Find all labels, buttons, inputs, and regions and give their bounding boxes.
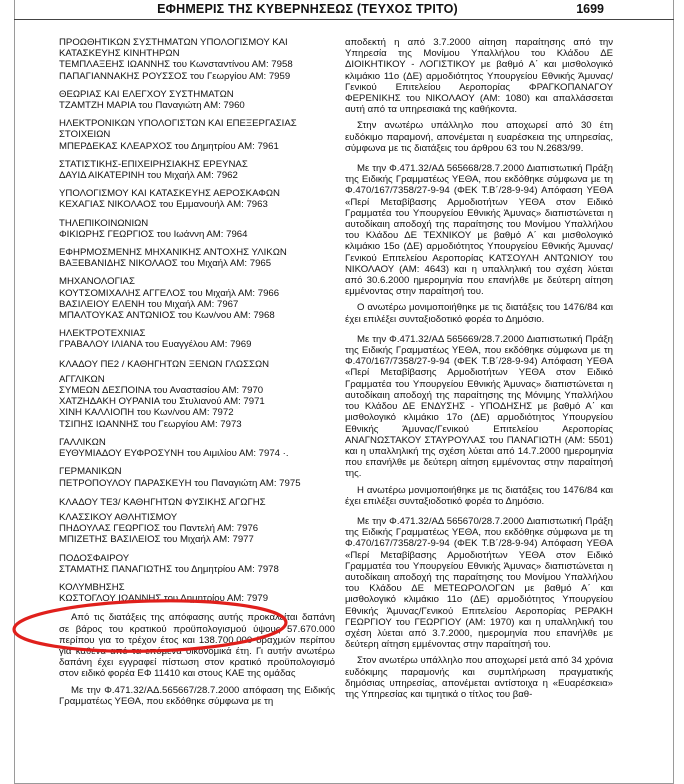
category-block xyxy=(59,159,335,181)
body-paragraph: Με την Φ.471.32/ΑΔ 565669/28.7.2000 Διαπιστωτική Πράξη της Ειδικής Γραμματέως ΥΕΘΑ, που εκδόθηκε σύμφωνα με τη Φ.470/167/7358/27-9-94 (ΦΕΚ Τ.Β΄/28-9-94) Απόφαση ΥΕΘΑ «Περί Μεταβίβασης Αρμοδιοτήτων ΥΕΘΑ στον Ειδικό Γραμματέα του Υπουργείου Εθνικής Άμυνας» διαπιστώνεται η αυτοδίκαιη αποδοχή της παραίτησης της Μόνιμης Υπαλλήλου του Κλάδου ΔΕ ΕΝΔΥΣΗΣ - ΥΠΟΔΗΣΗΣ με βαθμό Α΄ και μισθολογικό κλιμάκιο 17ο (ΔΕ) αρμοδιότητος Υπουργείου Εθνικής Άμυνας/Γενικού Επιτελείου Αεροπορίας ΑΝΑΓΝΩΣΤΑΚΟΥ ΣΤΑΥΡΟΥΛΑΣ του ΠΑΝΑΓΙΩΤΗ (ΑΜ: 5501) και η υπαλληλική της σχέση λύεται από 14.7.2000 ημερομηνία που επανήλθε με δεύτερη αίτηση εμμένοντας στην παραίτησή της. xyxy=(345,333,613,480)
category-heading: ΑΓΓΛΙΚΩΝ xyxy=(59,373,105,385)
category-heading: ΜΗΧΑΝΟΛΟΓΙΑΣ xyxy=(59,276,135,288)
category-block xyxy=(59,512,335,546)
personnel-entry: ΤΖΑΜΤΖΗ ΜΑΡΙΑ του Παναγιώτη ΑΜ: 7960 xyxy=(59,100,245,112)
body-paragraph: Με την Φ.471.32/ΑΔ.565667/28.7.2000 απόφαση της Ειδικής Γραμματέως ΥΕΘΑ, που εκδόθηκε σύμφωνα με τη xyxy=(59,684,335,707)
category-heading: ΥΠΟΛΟΓΙΣΜΟΥ ΚΑΙ ΚΑΤΑΣΚΕΥΗΣ ΑΕΡΟΣΚΑΦΩΝ xyxy=(59,188,280,200)
page-header xyxy=(14,0,674,20)
personnel-entry: ΜΠΑΛΤΟΥΚΑΣ ΑΝΤΩΝΙΟΣ του Κων/νου ΑΜ: 7968 xyxy=(59,310,275,322)
page-number: 1699 xyxy=(576,2,604,16)
category-heading: ΗΛΕΚΤΡΟΝΙΚΩΝ ΥΠΟΛΟΓΙΣΤΩΝ ΚΑΙ ΕΠΕΞΕΡΓΑΣΙΑΣ ΣΤΟΙΧΕΙΩΝ xyxy=(59,118,297,141)
category-heading: ΕΦΗΡΜΟΣΜΕΝΗΣ ΜΗΧΑΝΙΚΗΣ ΑΝΤΟΧΗΣ ΥΛΙΚΩΝ xyxy=(59,247,287,259)
right-column xyxy=(345,37,613,705)
category-block xyxy=(59,374,335,430)
personnel-entry: ΦΙΚΙΩΡΗΣ ΓΕΩΡΓΙΟΣ του Ιωάννη ΑΜ: 7964 xyxy=(59,228,248,240)
category-heading: ΤΗΛΕΠΙΚΟΙΝΩΝΙΩΝ xyxy=(59,217,149,229)
personnel-entry: ΚΩΣΤΟΓΛΟΥ ΙΩΑΝΝΗΣ του Δημητρίου ΑΜ: 7979 xyxy=(59,593,269,605)
personnel-entry: ΤΕΜΠΛΑΞΕΗΣ ΙΩΑΝΝΗΣ του Κωνσταντίνου ΑΜ: 7958 xyxy=(59,59,293,71)
body-paragraph: Στην ανωτέρω υπάλληλο που αποχωρεί από 30 έτη ευδόκιμο παραμονή, απονέμεται η ευαρέσκεια της υπηρεσίας, σύμφωνα με τις διατάξεις του άρθρου 63 του Ν.2683/99. xyxy=(345,120,613,154)
section-heading: ΚΛΑΔΟΥ ΤΕ3/ ΚΑΘΗΓΗΤΩΝ ΦΥΣΙΚΗΣ ΑΓΩΓΗΣ xyxy=(59,496,266,508)
gazette-title: ΕΦΗΜΕΡΙΣ ΤΗΣ ΚΥΒΕΡΝΗΣΕΩΣ (ΤΕΥΧΟΣ ΤΡΙΤΟ) xyxy=(157,2,458,16)
category-block xyxy=(59,118,335,152)
category-block-highlighted xyxy=(59,553,335,575)
category-heading: ΣΤΑΤΙΣΤΙΚΗΣ-ΕΠΙΧΕΙΡΗΣΙΑΚΗΣ ΕΡΕΥΝΑΣ xyxy=(59,158,248,170)
category-heading: ΠΡΟΩΘΗΤΙΚΩΝ ΣΥΣΤΗΜΑΤΩΝ ΥΠΟΛΟΓΙΣΜΟΥ ΚΑΙ ΚΑΤΑΣΚΕΥΗΣ ΚΙΝΗΤΗΡΩΝ xyxy=(59,37,288,60)
category-block xyxy=(59,466,335,488)
category-block xyxy=(59,218,335,240)
personnel-entry: ΠΗΔΟΥΛΑΣ ΓΕΩΡΓΙΟΣ του Παντελή ΑΜ: 7976 xyxy=(59,523,259,535)
body-paragraph: Η ανωτέρω μονιμοποιήθηκε με τις διατάξεις του 1476/84 και έχει επιλέξει συνταξιοδοτικό φορέα το Δημόσιο. xyxy=(345,484,613,507)
personnel-entry: ΒΑΞΕΒΑΝΙΔΗΣ ΝΙΚΟΛΑΟΣ του Μιχαήλ ΑΜ: 7965 xyxy=(59,258,272,270)
category-heading: ΚΟΛΥΜΒΗΣΗΣ xyxy=(59,581,125,593)
category-heading: ΓΑΛΛΙΚΩΝ xyxy=(59,436,106,448)
category-heading: ΓΕΡΜΑΝΙΚΩΝ xyxy=(59,466,122,478)
personnel-entry: ΚΟΥΤΣΟΜΙΧΑΛΗΣ ΑΓΓΕΛΟΣ του Μιχαήλ ΑΜ: 7966 xyxy=(59,287,280,299)
personnel-entry: ΠΕΤΡΟΠΟΥΛΟΥ ΠΑΡΑΣΚΕΥΗ του Παναγιώτη ΑΜ: 7975 xyxy=(59,477,301,489)
category-heading: ΠΟΔΟΣΦΑΙΡΟΥ xyxy=(59,552,130,564)
personnel-entry: ΜΠΕΡΔΕΚΑΣ ΚΛΕΑΡΧΟΣ του Δημητρίου ΑΜ: 7961 xyxy=(59,140,279,152)
category-block xyxy=(59,276,335,321)
personnel-entry: ΔΑΥΙΔ ΑΙΚΑΤΕΡΙΝΗ του Μιχαήλ ΑΜ: 7962 xyxy=(59,170,238,182)
body-paragraph: Ο ανωτέρω μονιμοποιήθηκε με τις διατάξεις του 1476/84 και έχει επιλέξει συνταξιοδοτικό φορέα το Δημόσιο. xyxy=(345,302,613,325)
personnel-entry: ΚΕΧΑΓΙΑΣ ΝΙΚΟΛΑΟΣ του Εμμανουήλ ΑΜ: 7963 xyxy=(59,199,268,211)
personnel-entry: ΜΠΙΖΕΤΗΣ ΒΑΣΙΛΕΙΟΣ του Μιχαήλ ΑΜ: 7977 xyxy=(59,534,254,546)
personnel-entry: ΧΑΤΖΗΔΑΚΗ ΟΥΡΑΝΙΑ του Στυλιανού ΑΜ: 7971 xyxy=(59,396,265,408)
category-block xyxy=(59,37,335,82)
section-heading: ΚΛΑΔΟΥ ΠΕ2 / ΚΑΘΗΓΗΤΩΝ ΞΕΝΩΝ ΓΛΩΣΣΩΝ xyxy=(59,358,270,370)
left-column xyxy=(59,37,335,712)
body-paragraph: Στον ανωτέρω υπάλληλο που αποχωρεί μετά από 34 χρόνια ευδόκιμης παραμονής και συμπλήρωση πραγματικής δημόσιας υπηρεσίας, απονέμεται αντίστοιχα η «Ευαρέσκεια» της Υπηρεσίας και τιμητικά ο τίτλος του βαθ- xyxy=(345,655,613,700)
category-block xyxy=(59,582,335,604)
category-block xyxy=(59,247,335,269)
personnel-entry: ΣΥΜΕΩΝ ΔΕΣΠΟΙΝΑ του Αναστασίου ΑΜ: 7970 xyxy=(59,385,264,397)
personnel-entry: ΠΑΠΑΓΙΑΝΝΑΚΗΣ ΡΟΥΣΣΟΣ του Γεωργίου ΑΜ: 7959 xyxy=(59,70,291,82)
personnel-entry: ΕΥΘΥΜΙΑΔΟΥ ΕΥΦΡΟΣΥΝΗ του Αιμιλίου ΑΜ: 7974 ·. xyxy=(59,448,289,460)
personnel-entry: ΓΡΑΒΑΛΟΥ ΙΛΙΑΝΑ του Ευαγγέλου ΑΜ: 7969 xyxy=(59,339,252,351)
category-heading: ΘΕΩΡΙΑΣ ΚΑΙ ΕΛΕΓΧΟΥ ΣΥΣΤΗΜΑΤΩΝ xyxy=(59,88,234,100)
category-block xyxy=(59,89,335,111)
category-heading: ΗΛΕΚΤΡΟΤΕΧΝΙΑΣ xyxy=(59,328,146,340)
body-paragraph: Από τις διατάξεις της απόφασης αυτής προκαλείται δαπάνη σε βάρος του κρατικού προϋπολογισμού ύψους 57.670.000 περίπου για το τρέχον έτος και 138.700.000 δραχμών περίπου για καθένα από τα επόμενα οικονομικά έτη. Γι αυτήν ανωτέρω δαπάνη έχει εγγραφεί πίστωση στον κρατικό προϋπολογισμό στον ειδικό φορέα ΕΦ 11410 και στους ΚΑΕ της ομάδας xyxy=(59,612,335,680)
personnel-entry: ΧΙΝΗ ΚΑΛΛΙΟΠΗ του Κων/νου ΑΜ: 7972 xyxy=(59,407,234,419)
category-heading: ΚΛΑΣΣΙΚΟΥ ΑΘΛΗΤΙΣΜΟΥ xyxy=(59,511,178,523)
personnel-entry: ΣΤΑΜΑΤΗΣ ΠΑΝΑΓΙΩΤΗΣ του Δημητρίου ΑΜ: 7978 xyxy=(59,563,279,575)
personnel-entry: ΤΣΙΠΗΣ ΙΩΑΝΝΗΣ του Γεωργίου ΑΜ: 7973 xyxy=(59,418,242,430)
category-block xyxy=(59,328,335,350)
personnel-entry: ΒΑΣΙΛΕΙΟΥ ΕΛΕΝΗ του Μιχαήλ ΑΜ: 7967 xyxy=(59,298,239,310)
category-block xyxy=(59,437,335,459)
category-block xyxy=(59,188,335,210)
body-paragraph: αποδεκτή η από 3.7.2000 αίτηση παραίτησης από την Υπηρεσία της Μονίμου Υπαλλήλου του Κλάδου ΔΕ ΔΙΟΙΚΗΤΙΚΟΥ - ΛΟΓΙΣΤΙΚΟΥ με βαθμό Α΄ και μισθολογικό κλιμάκιο 11ο (ΔΕ) αρμοδιότητος Υπουργείου Εθνικής Άμυνας/Γενικού Επιτελείου Αεροπορίας ΦΡΑΓΚΟΠΑΝΑΓΟΥ ΦΕΡΕΝΙΚΗΣ του ΝΙΚΟΛΑΟΥ (ΑΜ: 1080) και απαλλάσσεται αυτή από τα υπηρεσιακά της καθήκοντα. xyxy=(345,37,613,116)
body-paragraph: Με την Φ.471.32/ΑΔ 565668/28.7.2000 Διαπιστωτική Πράξη της Ειδικής Γραμματέως ΥΕΘΑ, που εκδόθηκε σύμφωνα με τη Φ.470/167/7358/27-9-94 (ΦΕΚ Τ.Β΄/28-9-94) Απόφαση ΥΕΘΑ «Περί Μεταβίβασης Αρμοδιοτήτων ΥΕΘΑ στον Ειδικό Γραμματέα του Υπουργείου Εθνικής Άμυνας» διαπιστώνεται η αυτοδίκαιη αποδοχή της παραίτησης του Μονίμου Υπαλλήλου του Κλάδου ΔΕ ΤΕΧΝΙΚΟΥ με βαθμό Α΄ και μισθολογικό κλιμάκιο 15ο (ΔΕ) αρμοδιότητος Υπουργείου Εθνικής Άμυνας/Γενικού Επιτελείου Αεροπορίας ΚΑΤΣΟΥΛΗ ΑΝΤΩΝΙΟΥ του ΝΙΚΟΛΑΟΥ (ΑΜ: 4643) και η υπαλληλική του σχέση λύεται από 30.6.2000 ημερομηνία που επανήλθε με δεύτερη αίτηση εμμένοντας στην παραίτησή του. xyxy=(345,163,613,298)
body-paragraph: Με την Φ.471.32/ΑΔ 565670/28.7.2000 Διαπιστωτική Πράξη της Ειδικής Γραμματέως ΥΕΘΑ, που εκδόθηκε σύμφωνα με τη Φ.470/167/7358/27-9-94 (ΦΕΚ Τ.Β΄/28-9-94) Απόφαση ΥΕΘΑ «Περί Μεταβίβασης Αρμοδιοτήτων ΥΕΘΑ στον Ειδικό Γραμματέα του Υπουργείου Εθνικής Άμυνας» διαπιστώνεται η αυτοδίκαιη αποδοχή της παραίτησης του Μονίμου Υπαλλήλου του Κλάδου ΔΕ ΜΕΤΕΩΡΟΛΟΓΩΝ με βαθμό Α΄ και μισθολογικό κλιμάκιο 11ο (ΔΕ) αρμοδιότητος Υπουργείου Εθνικής Άμυνας/Γενικού Επιτελείου Αεροπορίας ΡΕΡΑΚΗ ΓΕΩΡΓΙΟΥ του ΓΕΩΡΓΙΟΥ (ΑΜ: 1970) και η υπαλληλική του σχέση λύεται από 3.7.2000, ημερομηνία που επανήλθε με δεύτερη αίτηση εμμένοντας στην παραίτησή του. xyxy=(345,515,613,651)
